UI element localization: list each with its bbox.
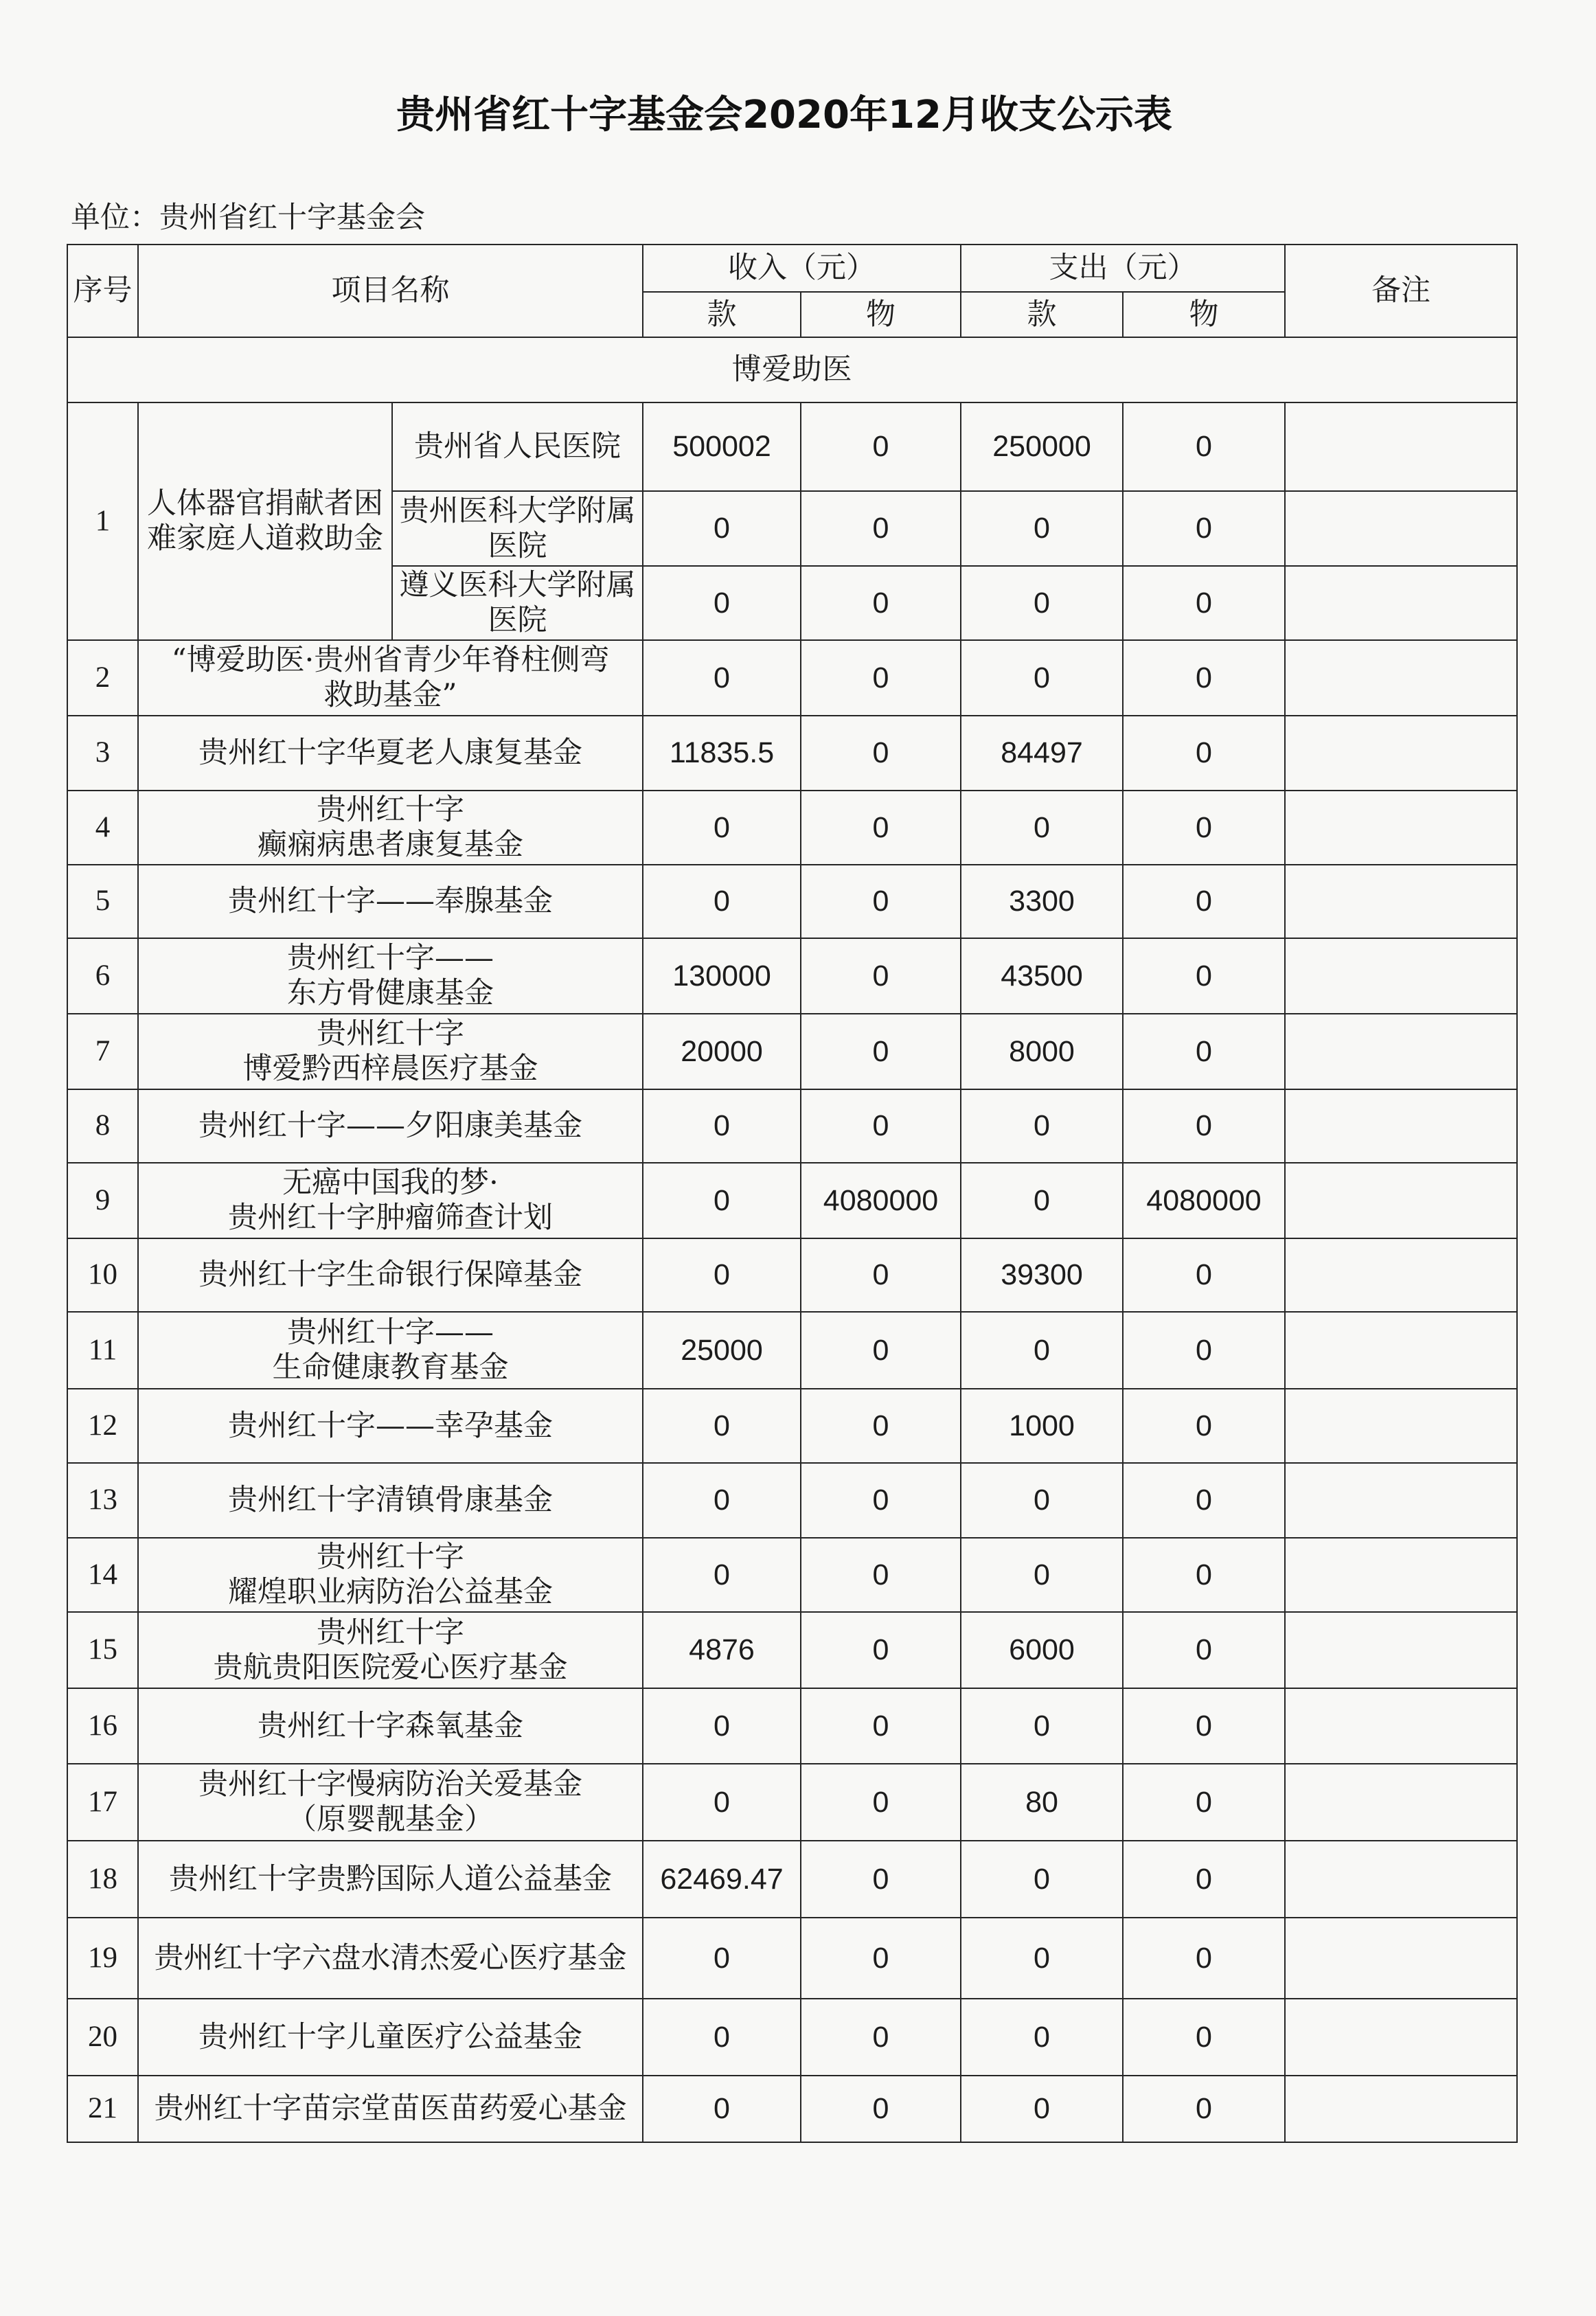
income-cash-cell: 20000 <box>643 1014 801 1089</box>
expense-goods-cell: 0 <box>1123 1841 1285 1918</box>
table-row <box>67 1238 1517 1312</box>
seq-cell: 6 <box>67 938 138 1014</box>
expense-goods-cell: 0 <box>1123 1764 1285 1841</box>
expense-goods-cell: 0 <box>1123 1089 1285 1163</box>
remark-cell <box>1285 1312 1517 1389</box>
income-cash-cell: 0 <box>643 1389 801 1463</box>
header-row <box>67 245 1517 292</box>
project-name-cell: 贵州红十字华夏老人康复基金 <box>138 716 643 791</box>
table-row <box>67 402 1517 491</box>
income-goods-cell: 0 <box>801 1312 961 1389</box>
seq-cell: 2 <box>67 640 138 716</box>
income-goods-cell: 0 <box>801 1014 961 1089</box>
seq-cell: 21 <box>67 2076 138 2142</box>
table-row <box>67 1089 1517 1163</box>
expense-goods-cell: 0 <box>1123 640 1285 716</box>
seq-cell: 5 <box>67 865 138 938</box>
expense-goods-cell: 0 <box>1123 491 1285 566</box>
expense-cash-cell: 0 <box>961 1538 1123 1612</box>
expense-goods-cell: 0 <box>1123 865 1285 938</box>
seq-cell: 1 <box>67 402 138 640</box>
income-cash-cell: 62469.47 <box>643 1841 801 1918</box>
project-name-cell: 贵州红十字森氧基金 <box>138 1688 643 1764</box>
remark-cell <box>1285 1163 1517 1238</box>
expense-cash-cell: 0 <box>961 491 1123 566</box>
remark-cell <box>1285 1089 1517 1163</box>
table-row <box>67 1841 1517 1918</box>
seq-cell: 9 <box>67 1163 138 1238</box>
seq-cell: 12 <box>67 1389 138 1463</box>
income-cash-cell: 0 <box>643 1538 801 1612</box>
project-name-cell: 贵州红十字——奉腺基金 <box>138 865 643 938</box>
income-cash-cell: 0 <box>643 865 801 938</box>
income-goods-cell: 0 <box>801 791 961 865</box>
table-row <box>67 791 1517 865</box>
expense-goods-cell: 0 <box>1123 938 1285 1014</box>
expense-cash-cell: 0 <box>961 1999 1123 2076</box>
expense-goods-cell: 0 <box>1123 791 1285 865</box>
income-goods-cell: 0 <box>801 402 961 491</box>
seq-cell: 14 <box>67 1538 138 1612</box>
remark-cell <box>1285 1999 1517 2076</box>
project-name-cell: 贵州红十字—— 生命健康教育基金 <box>138 1312 643 1389</box>
remark-cell <box>1285 402 1517 491</box>
remark-cell <box>1285 2076 1517 2142</box>
seq-cell: 11 <box>67 1312 138 1389</box>
project-name-cell: 贵州红十字慢病防治关爱基金 （原婴靓基金） <box>138 1764 643 1841</box>
seq-cell: 19 <box>67 1918 138 1999</box>
income-cash-cell: 0 <box>643 1764 801 1841</box>
expense-goods-cell: 0 <box>1123 1538 1285 1612</box>
remark-cell <box>1285 865 1517 938</box>
expense-cash-cell: 43500 <box>961 938 1123 1014</box>
income-goods-cell: 0 <box>801 1238 961 1312</box>
hospital-cell: 遵义医科大学附属医院 <box>392 566 643 640</box>
project-name-cell: 贵州红十字六盘水清杰爱心医疗基金 <box>138 1918 643 1999</box>
table-row <box>67 1312 1517 1389</box>
seq-cell: 4 <box>67 791 138 865</box>
remark-cell <box>1285 1918 1517 1999</box>
expense-cash-cell: 0 <box>961 2076 1123 2142</box>
income-goods-cell: 0 <box>801 1538 961 1612</box>
income-goods-cell: 0 <box>801 2076 961 2142</box>
table-row <box>67 865 1517 938</box>
expense-goods-cell: 0 <box>1123 402 1285 491</box>
expense-goods-cell: 0 <box>1123 1918 1285 1999</box>
seq-cell: 20 <box>67 1999 138 2076</box>
seq-cell: 16 <box>67 1688 138 1764</box>
income-goods-cell: 0 <box>801 1918 961 1999</box>
expense-goods-cell: 0 <box>1123 566 1285 640</box>
project-name-cell: 贵州红十字 耀煌职业病防治公益基金 <box>138 1538 643 1612</box>
income-goods-cell: 4080000 <box>801 1163 961 1238</box>
income-expense-table <box>67 244 1518 2143</box>
income-cash-cell: 0 <box>643 1463 801 1538</box>
seq-cell: 3 <box>67 716 138 791</box>
income-goods-cell: 0 <box>801 938 961 1014</box>
income-goods-cell: 0 <box>801 1463 961 1538</box>
income-cash-cell: 0 <box>643 566 801 640</box>
remark-cell <box>1285 1612 1517 1688</box>
expense-goods-cell: 0 <box>1123 1238 1285 1312</box>
page-title: 贵州省红十字基金会2020年12月收支公示表 <box>396 93 1172 137</box>
header-expense-goods: 物 <box>1123 292 1285 337</box>
income-goods-cell: 0 <box>801 1764 961 1841</box>
project-name-cell: 贵州红十字 贵航贵阳医院爱心医疗基金 <box>138 1612 643 1688</box>
income-cash-cell: 0 <box>643 2076 801 2142</box>
expense-cash-cell: 0 <box>961 566 1123 640</box>
table-row <box>67 1389 1517 1463</box>
remark-cell <box>1285 1764 1517 1841</box>
expense-cash-cell: 0 <box>961 1688 1123 1764</box>
project-name-cell: “博爱助医·贵州省青少年脊柱侧弯 救助基金” <box>138 640 643 716</box>
project-name-cell: 贵州红十字—— 东方骨健康基金 <box>138 938 643 1014</box>
expense-cash-cell: 3300 <box>961 865 1123 938</box>
table-row <box>67 938 1517 1014</box>
expense-cash-cell: 84497 <box>961 716 1123 791</box>
table-row <box>67 1688 1517 1764</box>
income-goods-cell: 0 <box>801 566 961 640</box>
project-name-cell: 贵州红十字清镇骨康基金 <box>138 1463 643 1538</box>
expense-cash-cell: 8000 <box>961 1014 1123 1089</box>
seq-cell: 17 <box>67 1764 138 1841</box>
income-cash-cell: 130000 <box>643 938 801 1014</box>
header-remark: 备注 <box>1285 245 1517 337</box>
income-cash-cell: 0 <box>643 1089 801 1163</box>
remark-cell <box>1285 566 1517 640</box>
income-goods-cell: 0 <box>801 1841 961 1918</box>
expense-goods-cell: 0 <box>1123 1312 1285 1389</box>
income-goods-cell: 0 <box>801 1089 961 1163</box>
income-cash-cell: 500002 <box>643 402 801 491</box>
income-cash-cell: 0 <box>643 640 801 716</box>
table-row <box>67 1163 1517 1238</box>
table-row <box>67 1612 1517 1688</box>
income-cash-cell: 11835.5 <box>643 716 801 791</box>
project-name-cell: 贵州红十字贵黔国际人道公益基金 <box>138 1841 643 1918</box>
income-cash-cell: 0 <box>643 1999 801 2076</box>
remark-cell <box>1285 1688 1517 1764</box>
income-cash-cell: 0 <box>643 1163 801 1238</box>
table-row <box>67 1764 1517 1841</box>
remark-cell <box>1285 1389 1517 1463</box>
expense-goods-cell: 0 <box>1123 1389 1285 1463</box>
income-goods-cell: 0 <box>801 1999 961 2076</box>
expense-cash-cell: 0 <box>961 1841 1123 1918</box>
section-title: 博爱助医 <box>67 337 1517 402</box>
seq-cell: 15 <box>67 1612 138 1688</box>
remark-cell <box>1285 1538 1517 1612</box>
table-row <box>67 640 1517 716</box>
table-row <box>67 2076 1517 2142</box>
remark-cell <box>1285 1841 1517 1918</box>
section-row <box>67 337 1517 402</box>
project-name-cell: 贵州红十字——幸孕基金 <box>138 1389 643 1463</box>
hospital-cell: 贵州医科大学附属医院 <box>392 491 643 566</box>
expense-goods-cell: 4080000 <box>1123 1163 1285 1238</box>
income-goods-cell: 0 <box>801 491 961 566</box>
header-income: 收入（元） <box>643 245 961 292</box>
project-name-cell: 贵州红十字 博爱黔西梓晨医疗基金 <box>138 1014 643 1089</box>
income-cash-cell: 0 <box>643 791 801 865</box>
expense-goods-cell: 0 <box>1123 1612 1285 1688</box>
income-cash-cell: 0 <box>643 1918 801 1999</box>
income-goods-cell: 0 <box>801 865 961 938</box>
header-expense: 支出（元） <box>961 245 1285 292</box>
expense-goods-cell: 0 <box>1123 716 1285 791</box>
table-row <box>67 1463 1517 1538</box>
header-income-goods: 物 <box>801 292 961 337</box>
income-goods-cell: 0 <box>801 716 961 791</box>
expense-cash-cell: 80 <box>961 1764 1123 1841</box>
header-seq: 序号 <box>67 245 138 337</box>
remark-cell <box>1285 1238 1517 1312</box>
income-cash-cell: 0 <box>643 491 801 566</box>
income-cash-cell: 4876 <box>643 1612 801 1688</box>
income-goods-cell: 0 <box>801 1389 961 1463</box>
income-goods-cell: 0 <box>801 1688 961 1764</box>
seq-cell: 18 <box>67 1841 138 1918</box>
project-name-cell: 无癌中国我的梦· 贵州红十字肿瘤筛查计划 <box>138 1163 643 1238</box>
expense-goods-cell: 0 <box>1123 1014 1285 1089</box>
expense-goods-cell: 0 <box>1123 2076 1285 2142</box>
project-name-cell: 贵州红十字 癫痫病患者康复基金 <box>138 791 643 865</box>
expense-cash-cell: 0 <box>961 791 1123 865</box>
header-project-name: 项目名称 <box>138 245 643 337</box>
hospital-cell: 贵州省人民医院 <box>392 402 643 491</box>
expense-cash-cell: 0 <box>961 1463 1123 1538</box>
expense-cash-cell: 250000 <box>961 402 1123 491</box>
expense-cash-cell: 0 <box>961 1312 1123 1389</box>
expense-cash-cell: 39300 <box>961 1238 1123 1312</box>
table-row <box>67 1999 1517 2076</box>
income-cash-cell: 25000 <box>643 1312 801 1389</box>
project-name-cell: 贵州红十字——夕阳康美基金 <box>138 1089 643 1163</box>
expense-cash-cell: 1000 <box>961 1389 1123 1463</box>
income-goods-cell: 0 <box>801 1612 961 1688</box>
remark-cell <box>1285 491 1517 566</box>
expense-cash-cell: 0 <box>961 1918 1123 1999</box>
expense-goods-cell: 0 <box>1123 1999 1285 2076</box>
expense-cash-cell: 0 <box>961 1163 1123 1238</box>
project-name-cell: 贵州红十字生命银行保障基金 <box>138 1238 643 1312</box>
project-name-cell: 贵州红十字儿童医疗公益基金 <box>138 1999 643 2076</box>
income-cash-cell: 0 <box>643 1688 801 1764</box>
header-income-cash: 款 <box>643 292 801 337</box>
expense-cash-cell: 6000 <box>961 1612 1123 1688</box>
expense-goods-cell: 0 <box>1123 1463 1285 1538</box>
remark-cell <box>1285 1463 1517 1538</box>
remark-cell <box>1285 716 1517 791</box>
table-row <box>67 1538 1517 1612</box>
table-row <box>67 1918 1517 1999</box>
table-row <box>67 1014 1517 1089</box>
income-goods-cell: 0 <box>801 640 961 716</box>
seq-cell: 10 <box>67 1238 138 1312</box>
expense-cash-cell: 0 <box>961 1089 1123 1163</box>
remark-cell <box>1285 938 1517 1014</box>
remark-cell <box>1285 1014 1517 1089</box>
table-row <box>67 716 1517 791</box>
income-cash-cell: 0 <box>643 1238 801 1312</box>
seq-cell: 13 <box>67 1463 138 1538</box>
expense-goods-cell: 0 <box>1123 1688 1285 1764</box>
seq-cell: 8 <box>67 1089 138 1163</box>
expense-cash-cell: 0 <box>961 640 1123 716</box>
unit-label: 单位：贵州省红十字基金会 <box>71 201 425 235</box>
project-name-cell: 人体器官捐献者困难家庭人道救助金 <box>138 402 392 640</box>
seq-cell: 7 <box>67 1014 138 1089</box>
remark-cell <box>1285 640 1517 716</box>
header-expense-cash: 款 <box>961 292 1123 337</box>
remark-cell <box>1285 791 1517 865</box>
project-name-cell: 贵州红十字苗宗堂苗医苗药爱心基金 <box>138 2076 643 2142</box>
